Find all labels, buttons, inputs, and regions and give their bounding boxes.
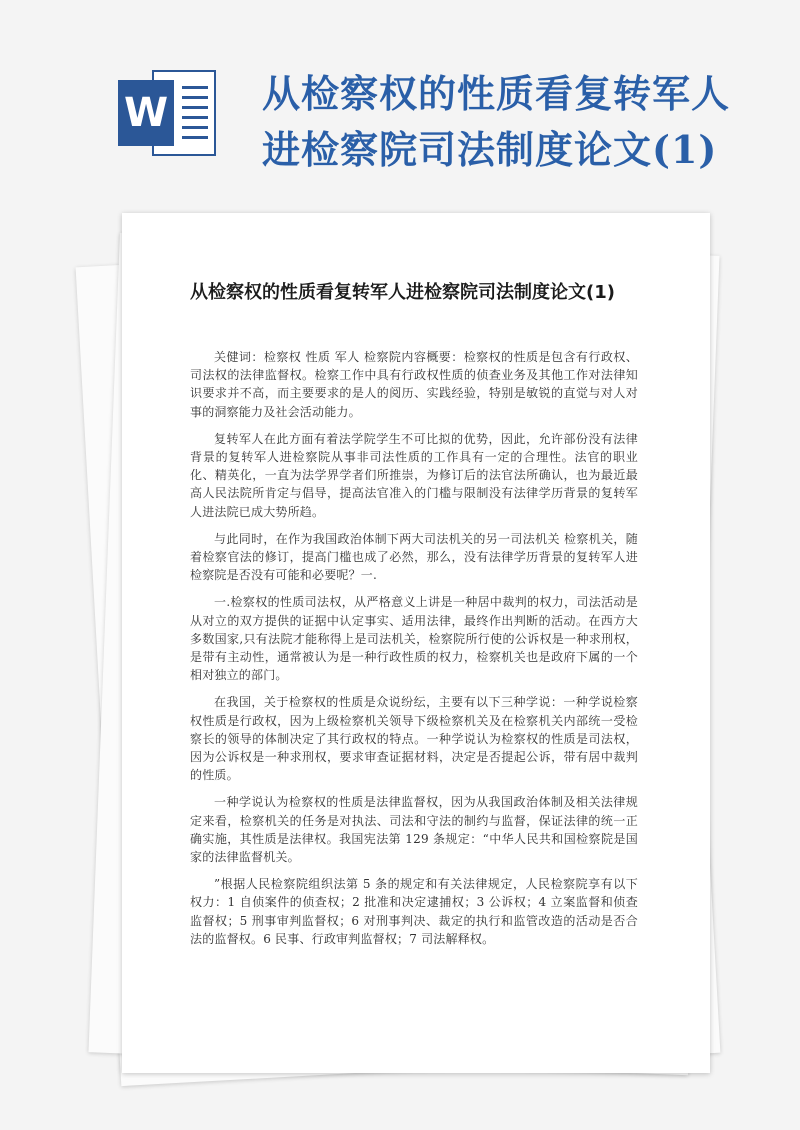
- paragraph: 一.检察权的性质司法权，从严格意义上讲是一种居中裁判的权力，司法活动是从对立的双方提供的证据中认定事实、适用法律，最终作出判断的活动。在西方大多数国家,只有法院才能称得上是司法机关，检察院所行使的公诉权是一种求刑权，是带有主动性，通常被认为是一种行政性质的权力，检察机关也是政府下属的一个相对独立的部门。: [190, 595, 638, 683]
- document-page: [122, 213, 710, 1073]
- paragraph: 复转军人在此方面有着法学院学生不可比拟的优势，因此，允许部份没有法律背景的复转军人进检察院从事非司法性质的工作具有一定的合理性。法官的职业化、精英化，一直为法学界学者们所推崇，为修订后的法官法所确认，也为最近最高人民法院所肯定与倡导，提高法官准入的门槛与限制没有法律学历背景的复转军人进法院已成大势所趋。: [190, 431, 638, 519]
- word-letter-badge: W: [118, 80, 174, 146]
- header-banner: [0, 0, 800, 210]
- paragraph: 与此同时，在作为我国政治体制下两大司法机关的另一司法机关 检察机关，随着检察官法的修订，提高门槛也成了必然，那么，没有法律学历背景的复转军人进检察院是否没有可能和必要呢？一.: [190, 531, 638, 583]
- word-document-icon: [118, 70, 218, 156]
- document-title: 从检察权的性质看复转军人进检察院司法制度论文(1): [190, 282, 615, 303]
- document-body: [190, 348, 638, 957]
- paragraph: ”根据人民检察院组织法第 5 条的规定和有关法律规定，人民检察院享有以下权力：1 自侦案件的侦查权；2 批准和决定逮捕权；3 公诉权；4 立案监督和侦查监督权；5 刑事审判监督权；6 对刑事判决、裁定的执行和监管改造的活动是否合法的监督权。6 民事、行政审判监督权；7 司法解释权。: [190, 877, 638, 946]
- paragraph: 关健词：检察权 性质 军人 检察院内容概要：检察权的性质是包含有行政权、司法权的法律监督权。检察工作中具有行政权性质的侦查业务及其他工作对法律知识要求并不高，而主要要求的是人的阅历、实践经验，特别是敏锐的直觉与对人对事的洞察能力及社会活动能力。: [190, 350, 638, 419]
- paragraph: 一种学说认为检察权的性质是法律监督权，因为从我国政治体制及相关法律规定来看，检察机关的任务是对执法、司法和守法的制约与监督，保证法律的统一正确实施，其性质是法律权。我国宪法第 129 条规定：“中华人民共和国检察院是国家的法律监督机关。: [190, 795, 638, 865]
- page-title: 从检察权的性质看复转军人进检察院司法制度论文(1): [262, 71, 731, 172]
- paragraph: 在我国，关于检察权的性质是众说纷纭，主要有以下三种学说：一种学说检察权性质是行政权，因为上级检察机关领导下级检察机关及在检察机关内部统一受检察长的领导的体制决定了其行政权的特点。一种学说认为检察权的性质是司法权，因为公诉权是一种求刑权，要求审查证据材料，决定是否提起公诉，带有居中裁判的性质。: [190, 695, 638, 783]
